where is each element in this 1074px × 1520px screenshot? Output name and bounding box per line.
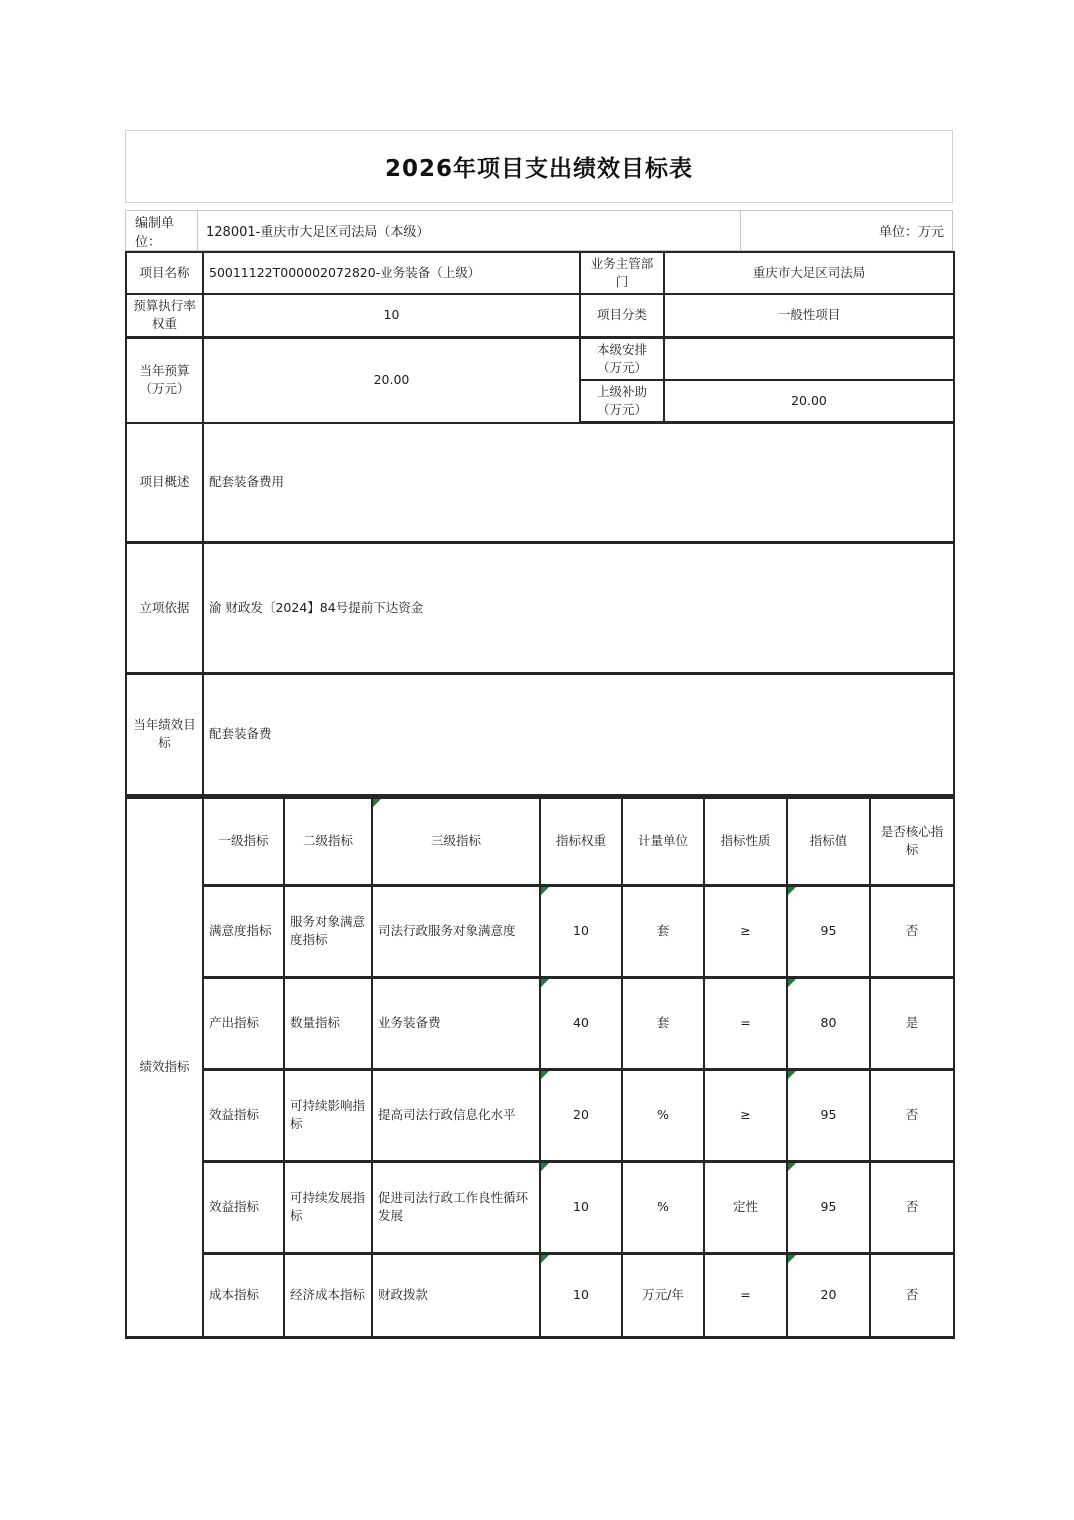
dept-label: 业务主管部门	[580, 252, 664, 294]
indicator-row	[126, 1069, 954, 1161]
indicator-core: 否	[870, 885, 954, 977]
indicator-row	[126, 977, 954, 1069]
indicator-level2: 可持续影响指标	[284, 1069, 372, 1161]
indicator-value: 95	[787, 1069, 870, 1161]
cell-flag-icon	[788, 1071, 796, 1079]
unit-label: 单位：万元	[878, 225, 944, 240]
goal-label: 当年绩效目标	[126, 674, 203, 795]
year-budget-value: 20.00	[203, 337, 580, 423]
report-sheet	[125, 130, 953, 1339]
indicator-level3: 司法行政服务对象满意度	[372, 885, 540, 977]
project-name-value: 50011122T000002072820-业务装备（上级）	[203, 252, 580, 294]
indicator-row	[126, 1161, 954, 1253]
indicator-value: 95	[787, 885, 870, 977]
overview-value: 配套装备费用	[203, 423, 954, 543]
indicator-core: 是	[870, 977, 954, 1069]
indicator-level3: 财政拨款	[372, 1253, 540, 1337]
header-level1: 一级指标	[203, 797, 284, 885]
own-arrange-value	[664, 337, 954, 380]
goal-value: 配套装备费	[203, 674, 954, 795]
indicator-level3: 促进司法行政工作良性循环发展	[372, 1161, 540, 1253]
cell-flag-icon	[541, 979, 549, 987]
indicator-value: 20	[787, 1253, 870, 1337]
prepared-by-label: 编制单位：	[126, 211, 198, 250]
indicator-nature: 定性	[704, 1161, 787, 1253]
cell-flag-icon	[788, 1163, 796, 1171]
budget-rate-label: 预算执行率权重	[126, 294, 203, 337]
indicator-row	[126, 1253, 954, 1337]
indicator-level3: 业务装备费	[372, 977, 540, 1069]
indicator-weight: 20	[540, 1069, 622, 1161]
row-overview	[126, 423, 954, 543]
prepared-by-value: 128001-重庆市大足区司法局（本级）	[198, 211, 741, 250]
indicator-level1: 产出指标	[203, 977, 284, 1069]
indicator-nature: ≥	[704, 1069, 787, 1161]
superior-subsidy-label: 上级补助（万元）	[580, 380, 664, 423]
indicator-level1: 效益指标	[203, 1069, 284, 1161]
superior-subsidy-value: 20.00	[664, 380, 954, 423]
header-weight: 指标权重	[540, 797, 622, 885]
cell-flag-icon	[541, 1255, 549, 1263]
indicator-value: 80	[787, 977, 870, 1069]
basis-label: 立项依据	[126, 543, 203, 674]
indicator-weight: 10	[540, 1253, 622, 1337]
indicator-weight: 40	[540, 977, 622, 1069]
own-arrange-label: 本级安排（万元）	[580, 337, 664, 380]
indicator-unit: 万元/年	[622, 1253, 704, 1337]
indicator-value: 95	[787, 1161, 870, 1253]
indicator-core: 否	[870, 1253, 954, 1337]
indicators-section-label: 绩效指标	[126, 797, 203, 1337]
indicator-unit: %	[622, 1161, 704, 1253]
title-block	[125, 130, 953, 203]
row-basis	[126, 543, 954, 674]
overview-label: 项目概述	[126, 423, 203, 543]
header-unit: 计量单位	[622, 797, 704, 885]
project-name-label: 项目名称	[126, 252, 203, 294]
row-budget-rate	[126, 294, 954, 337]
category-label: 项目分类	[580, 294, 664, 337]
indicator-level2: 服务对象满意度指标	[284, 885, 372, 977]
header-level2: 二级指标	[284, 797, 372, 885]
dept-value: 重庆市大足区司法局	[664, 252, 954, 294]
indicator-unit: 套	[622, 885, 704, 977]
cell-flag-icon	[788, 887, 796, 895]
indicator-level3: 提高司法行政信息化水平	[372, 1069, 540, 1161]
indicator-unit: 套	[622, 977, 704, 1069]
row-goal	[126, 674, 954, 795]
project-info-table	[125, 251, 955, 796]
header-value: 指标值	[787, 797, 870, 885]
indicators-header-row	[126, 797, 954, 885]
indicator-level2: 数量指标	[284, 977, 372, 1069]
cell-flag-icon	[541, 1163, 549, 1171]
indicator-nature: =	[704, 1253, 787, 1337]
indicator-weight: 10	[540, 1161, 622, 1253]
indicator-row	[126, 885, 954, 977]
page-title: 2026年项目支出绩效目标表	[384, 156, 693, 182]
basis-value: 渝 财政发〔2024】84号提前下达资金	[203, 543, 954, 674]
cell-flag-icon	[541, 887, 549, 895]
row-project-name	[126, 252, 954, 294]
indicator-level1: 效益指标	[203, 1161, 284, 1253]
indicator-level1: 满意度指标	[203, 885, 284, 977]
year-budget-label: 当年预算（万元）	[126, 337, 203, 423]
cell-flag-icon	[788, 979, 796, 987]
meta-row	[125, 210, 953, 251]
indicator-core: 否	[870, 1069, 954, 1161]
indicator-nature: =	[704, 977, 787, 1069]
indicator-level1: 成本指标	[203, 1253, 284, 1337]
indicator-level2: 经济成本指标	[284, 1253, 372, 1337]
header-core: 是否核心指标	[870, 797, 954, 885]
indicator-nature: ≥	[704, 885, 787, 977]
cell-flag-icon	[541, 1071, 549, 1079]
row-year-budget	[126, 337, 954, 380]
category-value: 一般性项目	[664, 294, 954, 337]
indicator-unit: %	[622, 1069, 704, 1161]
indicator-weight: 10	[540, 885, 622, 977]
budget-rate-value: 10	[203, 294, 580, 337]
indicator-level2: 可持续发展指标	[284, 1161, 372, 1253]
cell-flag-icon	[788, 1255, 796, 1263]
header-nature: 指标性质	[704, 797, 787, 885]
cell-flag-icon	[373, 799, 381, 807]
indicators-table	[125, 796, 955, 1339]
indicator-core: 否	[870, 1161, 954, 1253]
header-level3: 三级指标	[372, 797, 540, 885]
